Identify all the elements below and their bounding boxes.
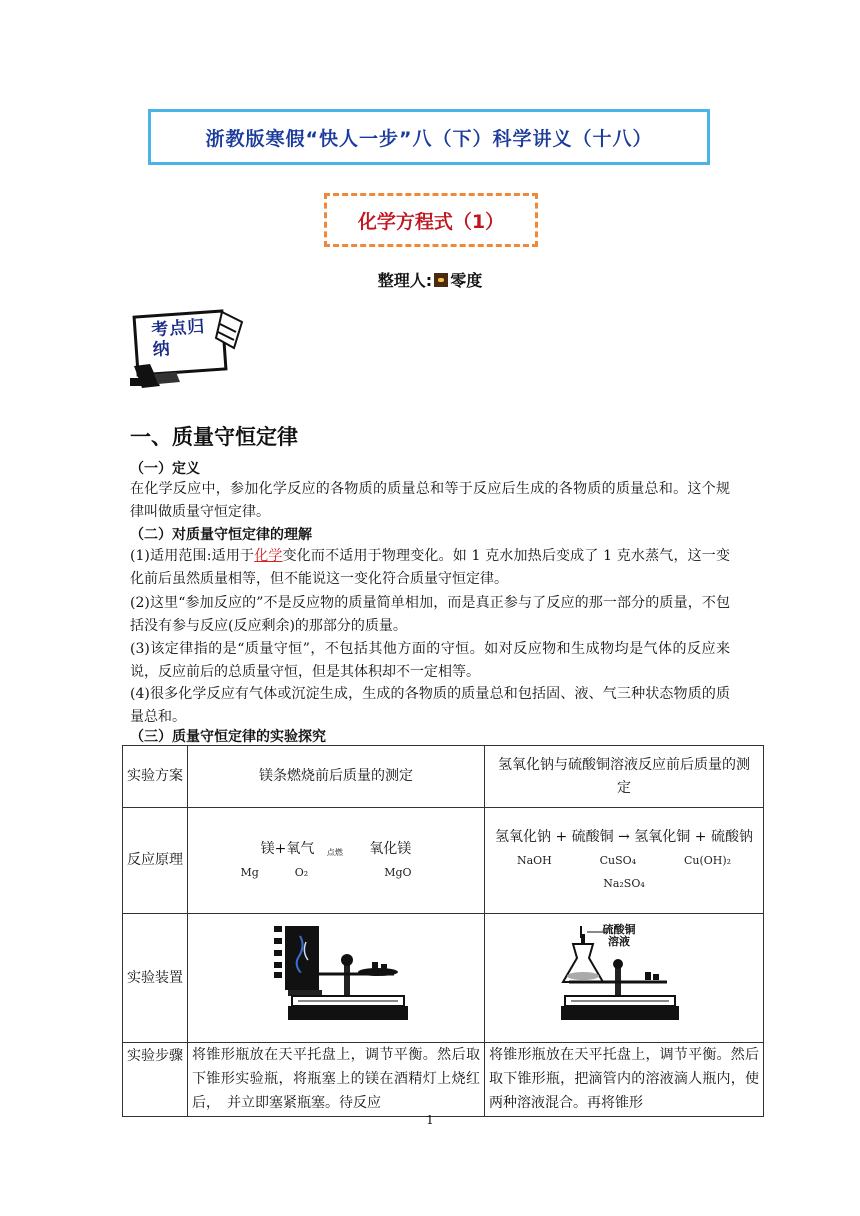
apparatus-a-labels <box>188 914 189 915</box>
understanding-item-4: (4)很多化学反应有气体或沉淀生成，生成的各物质的质量总和包括固、液、气三种状态物质的质量总和。 <box>130 686 730 725</box>
organizer-label: 整理人: <box>377 271 433 290</box>
formula-cuoh2: Cu(OH)₂ <box>683 854 732 867</box>
balance-magnesium-illustration <box>188 914 476 1042</box>
table-row <box>123 746 764 808</box>
word-equation-naoh: 氢氧化钠 + 硫酸铜 → 氢氧化铜 + 硫酸钠 <box>495 829 753 845</box>
table-row <box>123 808 764 914</box>
steps-magnesium: 将锥形瓶放在天平托盘上，调节平衡。然后取下锥形实验瓶，将瓶塞上的镁在酒精灯上烧红后， 并立即塞紧瓶塞。待反应 <box>188 1043 485 1117</box>
understanding-item-2: (2)这里“参加反应的”不是反应物的质量简单相加，而是真正参与了反应的那一部分的质量，不包括没有参与反应(反应剩余)的那部分的质量。 <box>130 595 730 634</box>
row-label-apparatus: 实验装置 <box>123 914 188 1043</box>
row-label-plan: 实验方案 <box>123 746 188 808</box>
table-row <box>123 1043 764 1117</box>
lesson-subtitle: 化学方程式（1） <box>324 193 538 247</box>
formula-cuso4: CuSO₄ <box>599 854 637 867</box>
apparatus-b-label: 硫酸铜溶液 <box>602 923 636 948</box>
key-points-badge <box>130 308 246 388</box>
chemistry-link[interactable]: 化学 <box>254 548 283 564</box>
page-number: 1 <box>426 1113 434 1127</box>
subsection-understanding-title: （二）对质量守恒定律的理解 <box>130 527 312 543</box>
principle-naoh <box>485 808 764 914</box>
table-row <box>123 914 764 1043</box>
principle-magnesium <box>188 808 485 914</box>
avatar-icon <box>434 273 448 287</box>
steps-naoh: 将锥形瓶放在天平托盘上，调节平衡。然后取下锥形瓶，把滴管内的溶液滴人瓶内，使两种溶液混合。再将锥形 <box>485 1043 764 1117</box>
formula-mgo: MgO <box>384 865 412 879</box>
apparatus-naoh <box>485 914 764 1043</box>
item1-prefix: (1)适用范围:适用于 <box>130 548 255 564</box>
formula-na2so4: Na₂SO₄ <box>603 877 645 890</box>
experiment-table <box>122 745 764 1117</box>
condition-ignite: 点燃 <box>326 847 343 857</box>
subsection-definition-title: （一）定义 <box>130 461 200 477</box>
definition-text: 在化学反应中，参加化学反应的各物质的质量总和等于反应后生成的各物质的质量总和。这个规律叫做质量守恒定律。 <box>130 481 730 520</box>
organizer-name: 零度 <box>450 271 483 290</box>
understanding-item-3: (3)该定律指的是“质量守恒”，不包括其他方面的守恒。如对反应物和生成物均是气体的反应来说，反应前后的总质量守恒，但是其体积却不一定相等。 <box>130 641 730 680</box>
section-heading: 一、质量守恒定律 <box>130 425 298 449</box>
formula-naoh: NaOH <box>516 854 552 867</box>
word-equation-product: 氧化镁 <box>369 840 412 857</box>
plan-magnesium: 镁条燃烧前后质量的测定 <box>188 746 485 808</box>
row-label-principle: 反应原理 <box>123 808 188 914</box>
row-label-steps: 实验步骤 <box>123 1043 188 1117</box>
plan-naoh: 氢氧化钠与硫酸铜溶液反应前后质量的测定 <box>485 746 764 808</box>
badge-text: 考点归纳 <box>150 316 206 361</box>
word-equation-reactants: 镁+氧气 <box>260 840 315 857</box>
formula-mg: Mg <box>240 865 259 879</box>
understanding-item-1 <box>130 545 730 591</box>
document-title: 浙教版寒假“快人一步”八（下）科学讲义（十八） <box>148 109 710 165</box>
organizer-line <box>330 268 530 291</box>
formula-o2: O₂ <box>294 865 309 879</box>
subsection-experiment-title: （三）质量守恒定律的实验探究 <box>130 729 326 745</box>
apparatus-magnesium <box>188 914 485 1043</box>
item1-rest: 变化而不适用于物理变化。如 1 克水加热后变成了 1 克水蒸气，这一变化前后虽然质量相等，但不能说这一变化符合质量守恒定律。 <box>130 548 730 587</box>
